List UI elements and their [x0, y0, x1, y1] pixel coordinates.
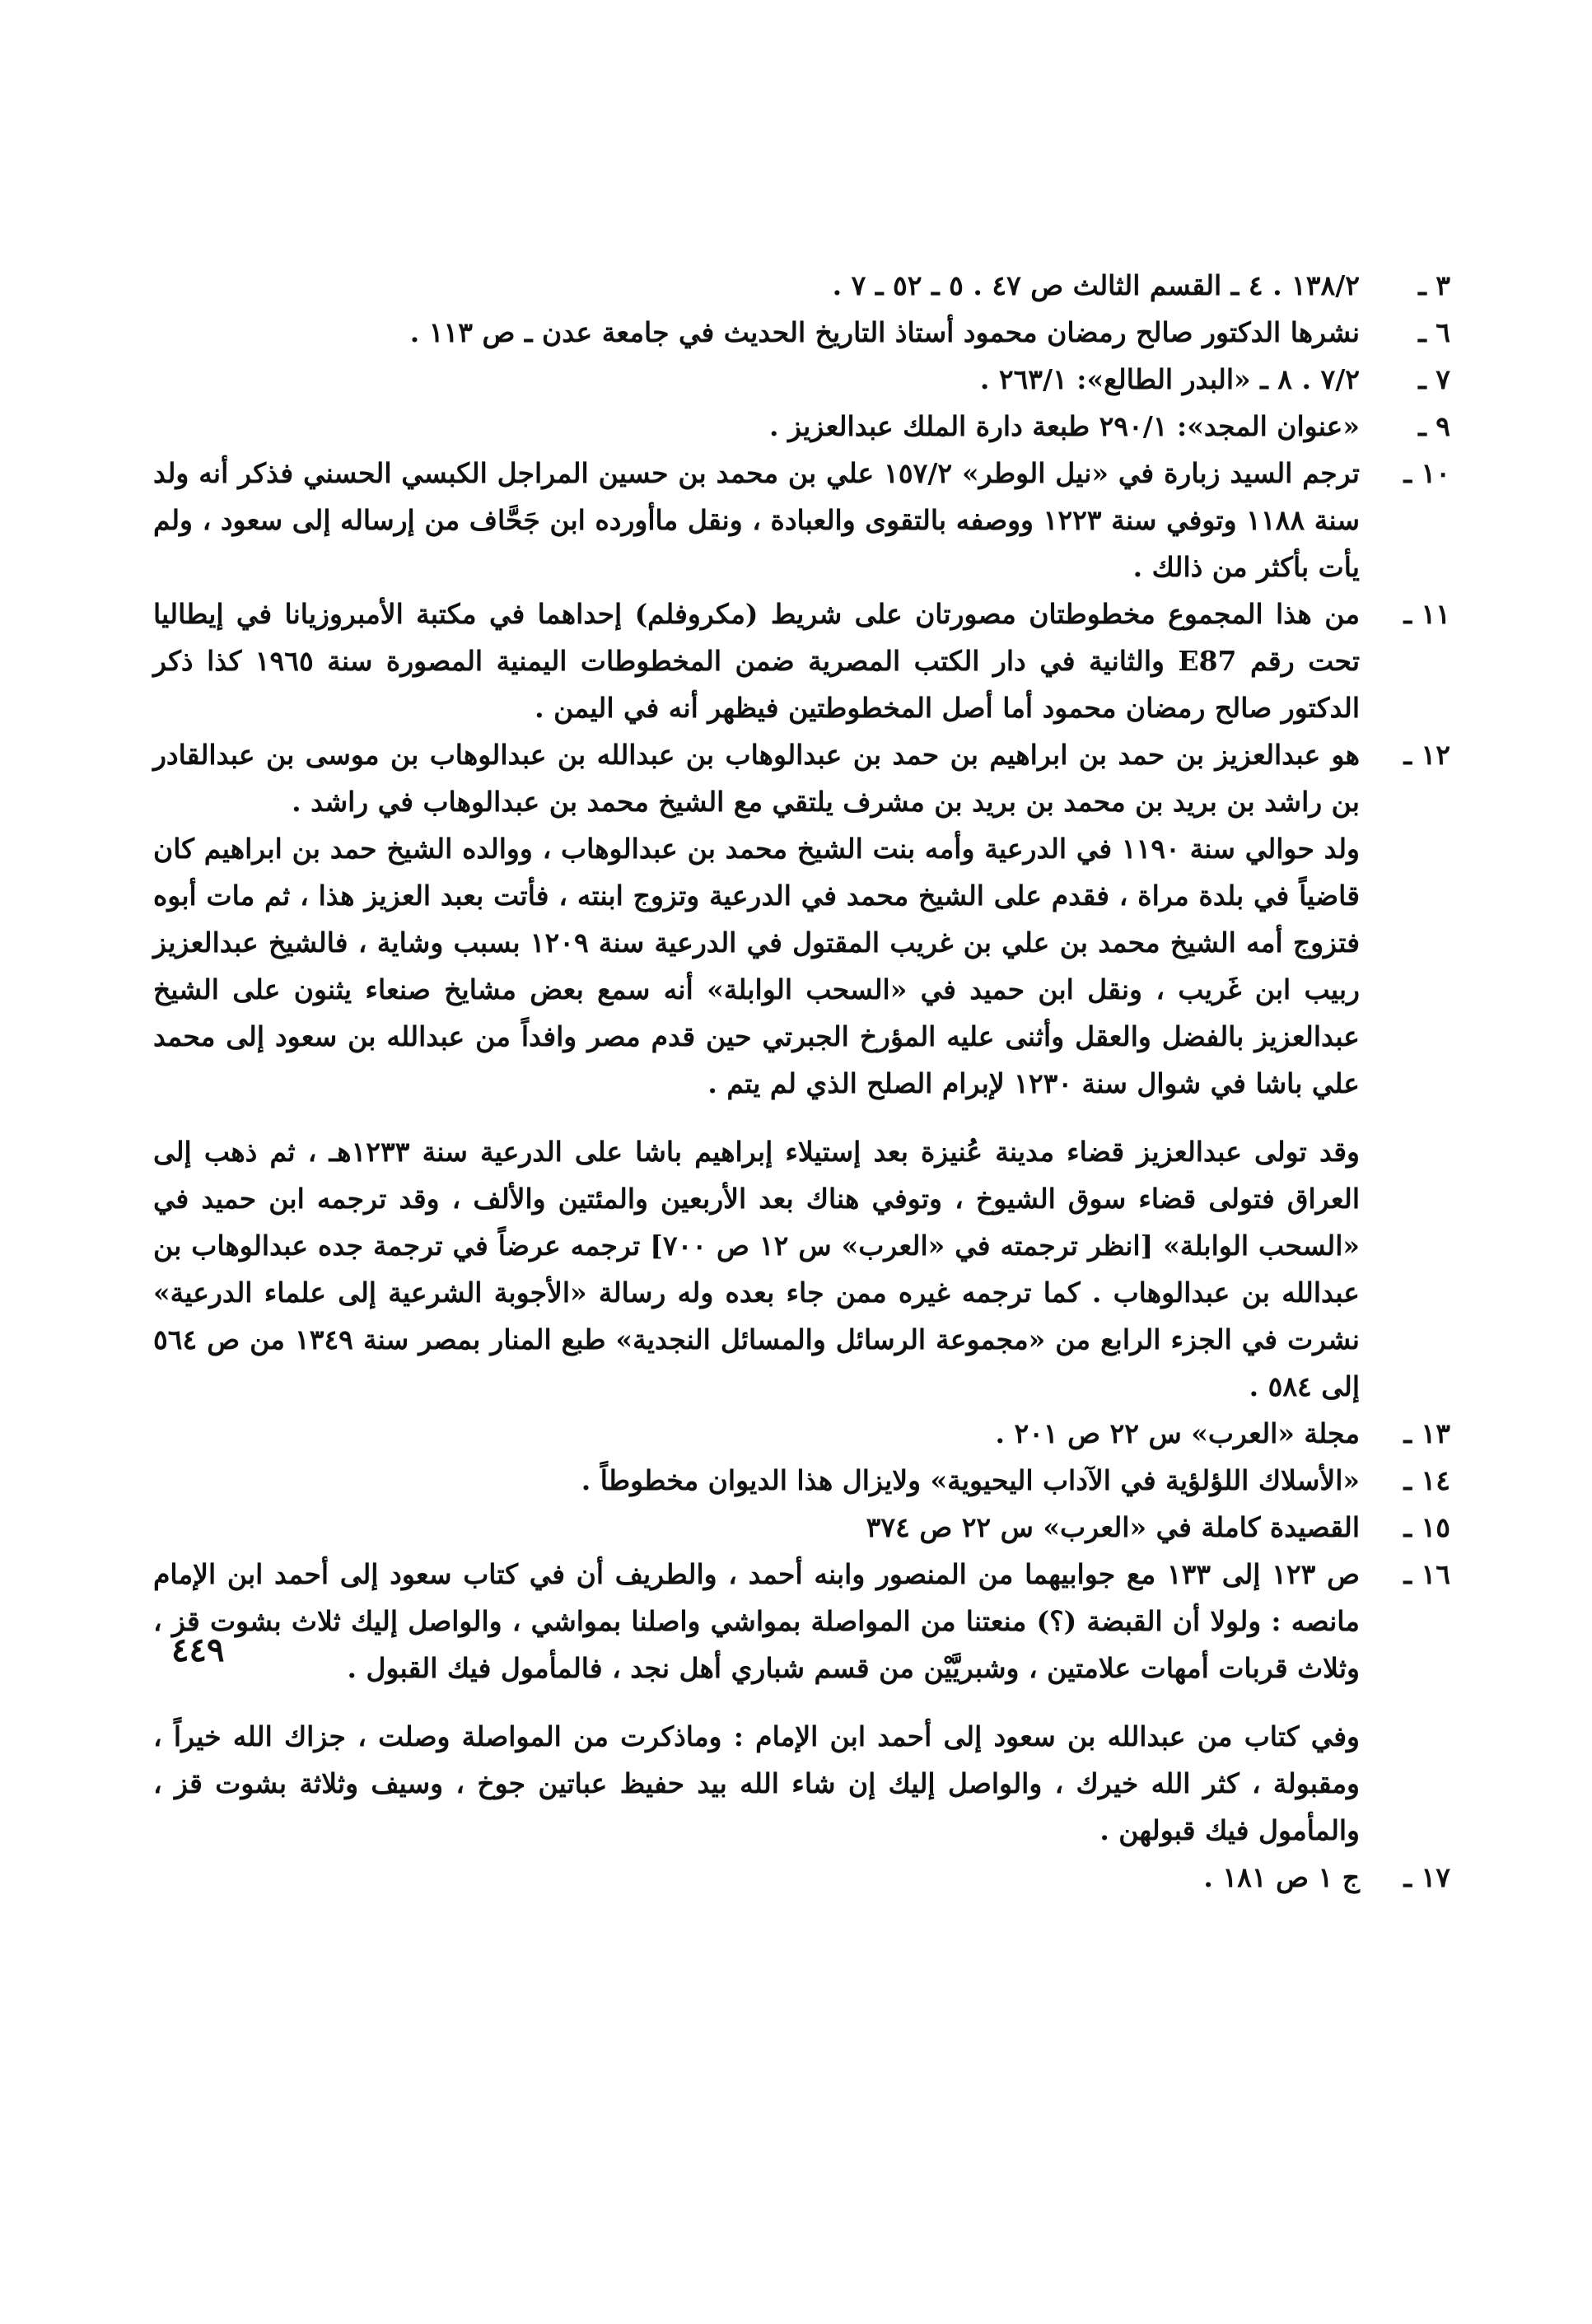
footnote-17	[153, 1854, 1450, 1901]
footnote-text: مجلة «العرب» س ٢٢ ص ٢٠١ .	[995, 1417, 1360, 1449]
footnote-body	[153, 1457, 1360, 1504]
footnote-text: وقد تولى عبدالعزيز قضاء مدينة عُنيزة بعد إستيلاء إبراهيم باشا على الدرعية سنة ١٢٣٣هـ ، ثم ذهب إلى العراق فتولى قضاء سوق الشيوخ ، وتوفي هناك بعد الأربعين والمئتين والألف ، وقد ترجمه ابن حميد في «السحب الوابلة» [انظر ترجمته في «العرب» س ١٢ ص ٧٠٠] ترجمه عرضاً في ترجمة جده عبدالوهاب بن عبدالله بن عبدالوهاب . كما ترجمه غيره ممن جاء بعده وله رسالة «الأجوبة الشرعية إلى علماء الدرعية» نشرت في الجزء الرابع من «مجموعة الرسائل والمسائل النجدية» طبع المنار بمصر سنة ١٣٤٩ من ص ٥٦٤ إلى ٥٨٤ .	[153, 1136, 1361, 1402]
footnote-7	[153, 356, 1450, 403]
footnote-number: ١٥ ـ	[1403, 1511, 1450, 1543]
page-number: ٤٤٩	[171, 1631, 225, 1669]
footnote-body	[153, 450, 1360, 590]
footnote-text: «عنوان المجد»: ٢٩٠/١ طبعة دارة الملك عبدالعزيز .	[769, 410, 1360, 442]
footnote-6	[153, 309, 1450, 356]
footnote-text: ٧/٢ . ٨ ـ «البدر الطالع»: ٢٦٣/١ .	[979, 363, 1360, 395]
footnote-body	[153, 1410, 1360, 1457]
footnote-body	[153, 1551, 1360, 1854]
footnote-12	[153, 731, 1450, 1410]
footnote-text: ص ١٢٣ إلى ١٣٣ مع جوابيهما من المنصور وابنه أحمد ، والطريف أن في كتاب سعود إلى أحمد ابن الإمام مانصه : ولولا أن القبضة (؟) منعتنا من المواصلة بمواشي واصلنا بمواشي ، والواصل إليك ثلاث بشوت قز ، وثلاث قربات أمهات علامتين ، وشبريَّيْن من قسم شباري أهل نجد ، فالمأمول فيك القبول .	[153, 1558, 1360, 1684]
footnote-14	[153, 1457, 1450, 1504]
footnote-16	[153, 1551, 1450, 1854]
footnote-13	[153, 1410, 1450, 1457]
footnotes	[153, 262, 1450, 1901]
footnote-text: هو عبدالعزيز بن حمد بن ابراهيم بن حمد بن عبدالوهاب بن عبدالله بن عبدالوهاب بن موسى بن عبدالقادر بن راشد بن بريد بن محمد بن بريد بن مشرف يلتقي مع الشيخ محمد بن عبدالوهاب في راشد .	[153, 739, 1360, 818]
footnote-body	[153, 403, 1360, 450]
footnote-number: ٦ ـ	[1418, 316, 1450, 348]
footnote-text: وفي كتاب من عبدالله بن سعود إلى أحمد ابن الإمام : وماذكرت من المواصلة وصلت ، جزاك الله خيراً ، ومقبولة ، كثر الله خيرك ، والواصل إليك إن شاء الله بيد حفيظ عباتين جوخ ، وسيف وثلاثة بشوت قز ، والمأمول فيك قبولهن .	[153, 1720, 1360, 1846]
footnote-15	[153, 1504, 1450, 1551]
footnote-number: ١١ ـ	[1403, 598, 1450, 630]
footnote-number: ١٧ ـ	[1403, 1861, 1450, 1893]
footnote-number: ١٢ ـ	[1403, 739, 1450, 771]
footnote-text: ترجم السيد زبارة في «نيل الوطر» ١٥٧/٢ علي بن محمد بن حسين المراجل الكبسي الحسني فذكر أنه ولد سنة ١١٨٨ وتوفي سنة ١٢٢٣ ووصفه بالتقوى والعبادة ، ونقل ماأورده ابن جَحَّاف من إرساله إلى سعود ، ولم يأت بأكثر من ذالك .	[153, 457, 1361, 583]
footnote-body	[153, 356, 1360, 403]
footnote-text: ج ١ ص ١٨١ .	[1203, 1861, 1360, 1893]
footnote-text: القصيدة كاملة في «العرب» س ٢٢ ص ٣٧٤	[866, 1511, 1360, 1543]
footnote-text: نشرها الدكتور صالح رمضان محمود أستاذ التاريخ الحديث في جامعة عدن ـ ص ١١٣ .	[409, 316, 1360, 348]
footnote-body	[153, 590, 1360, 731]
footnote-body	[153, 309, 1360, 356]
footnote-text: ولد حوالي سنة ١١٩٠ في الدرعية وأمه بنت الشيخ محمد بن عبدالوهاب ، ووالده الشيخ حمد بن ابراهيم كان قاضياً في بلدة مراة ، فقدم على الشيخ محمد في الدرعية وتزوج ابنته ، فأتت بعبد العزيز هذا ، ثم مات أبوه فتزوج أمه الشيخ محمد بن علي بن غريب المقتول في الدرعية سنة ١٢٠٩ بسبب وشاية ، فالشيخ عبدالعزيز ربيب ابن غَريب ، ونقل ابن حميد في «السحب الوابلة» أنه سمع بعض مشايخ صنعاء يثنون على الشيخ عبدالعزيز بالفضل والعقل وأثنى عليه المؤرخ الجبرتي حين قدم مصر وافداً من عبدالله بن سعود إلى محمد علي باشا في شوال سنة ١٢٣٠ لإبرام الصلح الذي لم يتم .	[153, 833, 1360, 1099]
footnote-body	[153, 1854, 1360, 1901]
footnote-body	[153, 731, 1360, 1410]
footnote-10	[153, 450, 1450, 590]
footnote-number: ١٦ ـ	[1403, 1558, 1450, 1590]
footnote-9	[153, 403, 1450, 450]
footnote-text: من هذا المجموع مخطوطتان مصورتان على شريط (مكروفلم) إحداهما في مكتبة الأمبروزيانا في إيطاليا تحت رقم E87 والثانية في دار الكتب المصرية ضمن المخطوطات اليمنية المصورة سنة ١٩٦٥ كذا ذكر الدكتور صالح رمضان محمود أما أصل المخطوطتين فيظهر أنه في اليمن .	[153, 598, 1361, 724]
footnote-number: ٧ ـ	[1418, 363, 1450, 395]
footnote-3	[153, 262, 1450, 309]
footnote-body	[153, 262, 1360, 309]
footnote-number: ١٠ ـ	[1403, 457, 1450, 489]
footnote-number: ١٣ ـ	[1403, 1417, 1450, 1449]
footnote-11	[153, 590, 1450, 731]
footnote-number: ٩ ـ	[1418, 410, 1450, 442]
footnote-text: «الأسلاك اللؤلؤية في الآداب اليحيوية» ولايزال هذا الديوان مخطوطاً .	[581, 1464, 1360, 1496]
footnote-number: ٣ ـ	[1418, 269, 1450, 301]
footnote-text: ١٣٨/٢ . ٤ ـ القسم الثالث ص ٤٧ . ٥ ـ ٥٢ ـ ٧ .	[832, 269, 1360, 301]
footnote-number: ١٤ ـ	[1403, 1464, 1450, 1496]
footnote-body	[153, 1504, 1360, 1551]
